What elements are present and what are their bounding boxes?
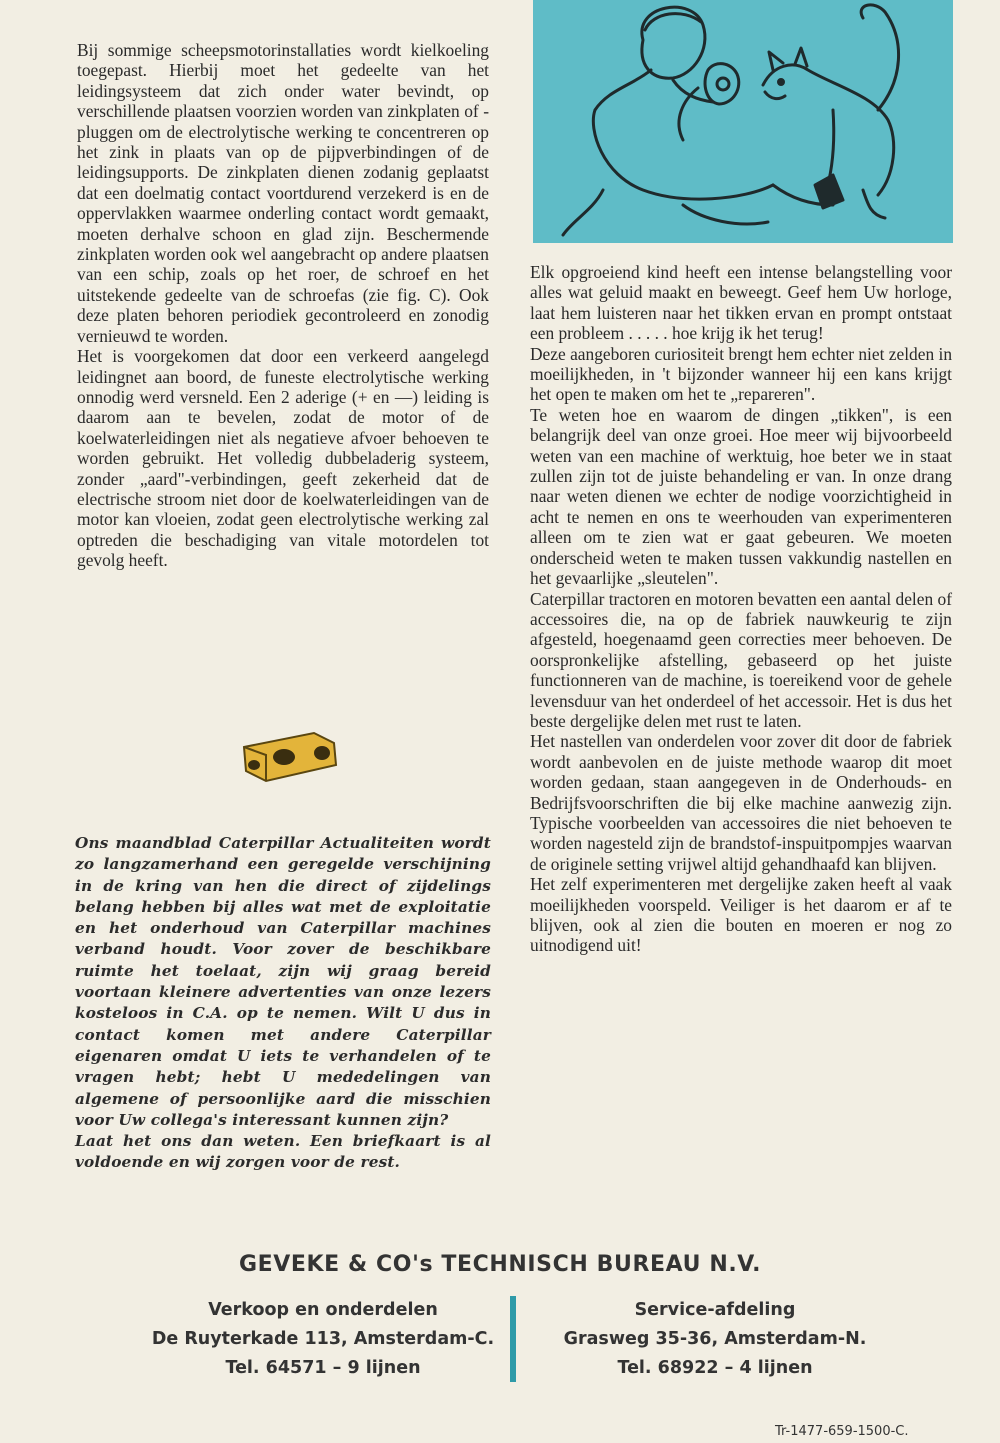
- boy-and-cat-illustration: [533, 0, 953, 243]
- zinc-plates-article: [77, 40, 489, 571]
- service-address: Grasweg 35-36, Amsterdam-N.: [563, 1329, 867, 1349]
- article-paragraph: Deze aangeboren curiositeit brengt hem echter niet zelden in moeilijkheden, in 't bijzonder wanneer hij een kans krijgt het open te maken om het te „repareren".: [530, 343, 953, 405]
- article-paragraph: Caterpillar tractoren en motoren bevatten een aantal delen of accessoires die, na op de fabriek nauwkeurig te zijn afgesteld, hoegenaamd geen correcties meer behoeven. De oorspronkelijke afstelling, gebaseerd op het juiste functionneren van de machine, is toereikend voor de gehele levensduur van het onderdeel of het accessoir. Het is dus het beste dergelijke delen met rust te laten.: [530, 588, 953, 731]
- sales-contact: [123, 1296, 523, 1383]
- article-paragraph: Te weten hoe en waarom de dingen „tikken", is een belangrijk deel van onze groei. Hoe meer wij bijvoorbeeld weten van een machine of werktuig, hoe beter we in staat zullen zijn tot de juiste behandeling er van. In onze drang naar weten dienen we echter de nodige voorzichtigheid in acht te nemen en ons te weerhouden van experimenteren alleen om te zien wat er gaat gebeuren. We moeten onderscheid weten te maken tussen vakkundig nastellen en het gevaarlijke „sleutelen".: [530, 404, 952, 589]
- article-paragraph: Het is voorgekomen dat door een verkeerd aangelegd leidingnet aan boord, de funeste electrolytische werking onnodig werd versneld. Een 2 aderige (+ en —) leiding is daarom aan te bevelen, zodat de motor of de koelwaterleidingen niet als negatieve afvoer behoeven te worden gebruikt. Het volledig dubbeladerig systeem, zonder „aard"-verbindingen, geeft zekerheid dat de electrische stroom niet door de koelwaterleidingen van de motor kan vloeien, zodat geen electrolytische werking zal optreden die beschadiging van vitale motordelen tot gevolg heeft.: [77, 346, 489, 571]
- advertisement-notice: [75, 833, 491, 1174]
- service-department: Service-afdeling: [634, 1300, 796, 1320]
- ad-paragraph: Laat het ons dan weten. Een briefkaart is al voldoende en wij zorgen voor de rest.: [75, 1132, 491, 1172]
- service-contact: [515, 1296, 915, 1383]
- article-paragraph: Het nastellen van onderdelen voor zover dit door de fabriek wordt aanbevolen en de juiste methode waarop dit moet worden gedaan, staan aangegeven in de Onderhouds- en Bedrijfsvoorschriften die bij elke machine aanwezig zijn. Typische voorbeelden van accessoires die niet behoeven te worden nagesteld zijn de brandstof-inspuitpompjes waarvan de originele setting vrijwel altijd gehandhaafd kan blijven.: [530, 731, 952, 874]
- sales-phone: Tel. 64571 – 9 lijnen: [225, 1358, 421, 1378]
- curiosity-article: [530, 262, 952, 956]
- print-reference: Tr-1477-659-1500-C.: [775, 1424, 909, 1439]
- company-name: GEVEKE & CO's TECHNISCH BUREAU N.V.: [238, 1252, 762, 1277]
- article-paragraph: Het zelf experimenteren met dergelijke zaken heeft al vaak moeilijkheden voorspeld. Veiliger is het daarom er af te blijven, ook al zien die bouten en moeren er nog zo uitnodigend uit!: [530, 874, 952, 956]
- sales-department: Verkoop en onderdelen: [208, 1300, 438, 1320]
- yellow-part-icon: [234, 725, 346, 785]
- article-paragraph: Elk opgroeiend kind heeft een intense belangstelling voor alles wat geluid maakt en beweegt. Geef hem Uw horloge, laat hem luisteren naar het tikken ervan en prompt ontstaat een probleem . . . . . hoe krijg ik het terug!: [530, 262, 952, 344]
- article-paragraph: Bij sommige scheepsmotorinstallaties wordt kielkoeling toegepast. Hierbij moet het gedeelte van het leidingsysteem dat zich onder water bevindt, op verschillende plaatsen voorzien worden van zinkplaten of -pluggen om de electrolytische werking te concentreren op het zink in plaats van op de pijpverbindingen of de leidingsupports. De zinkplaten dienen zodanig geplaatst dat een doelmatig contact voortdurend verzekerd is en de oppervlakken waarmee onderling contact wordt gemaakt, moeten derhalve schoon en glad zijn. Beschermende zinkplaten worden ook wel aangebracht op andere plaatsen van een schip, zoals op het roer, de schroef en het uitstekende gedeelte van de schroefas (zie fig. C). Ook deze platen behoren periodiek gecontroleerd en zonodig vernieuwd te worden.: [77, 40, 489, 346]
- sales-address: De Ruyterkade 113, Amsterdam-C.: [151, 1329, 495, 1349]
- service-phone: Tel. 68922 – 4 lijnen: [617, 1358, 813, 1378]
- ad-paragraph: Ons maandblad Caterpillar Actualiteiten wordt zo langzamerhand een geregelde verschijning in de kring van hen die direct of zijdelings belang hebben bij alles wat met de exploitatie en het onderhoud van Caterpillar machines verband houdt. Voor zover de beschikbare ruimte het toelaat, zijn wij graag bereid voortaan kleinere advertenties van onze lezers kosteloos in C.A. op te nemen. Wilt U dus in contact komen met andere Caterpillar eigenaren omdat U iets te verhandelen of te vragen hebt; hebt U mededelingen van algemene of persoonlijke aard die misschien voor Uw collega's interessant kunnen zijn?: [75, 834, 491, 1129]
